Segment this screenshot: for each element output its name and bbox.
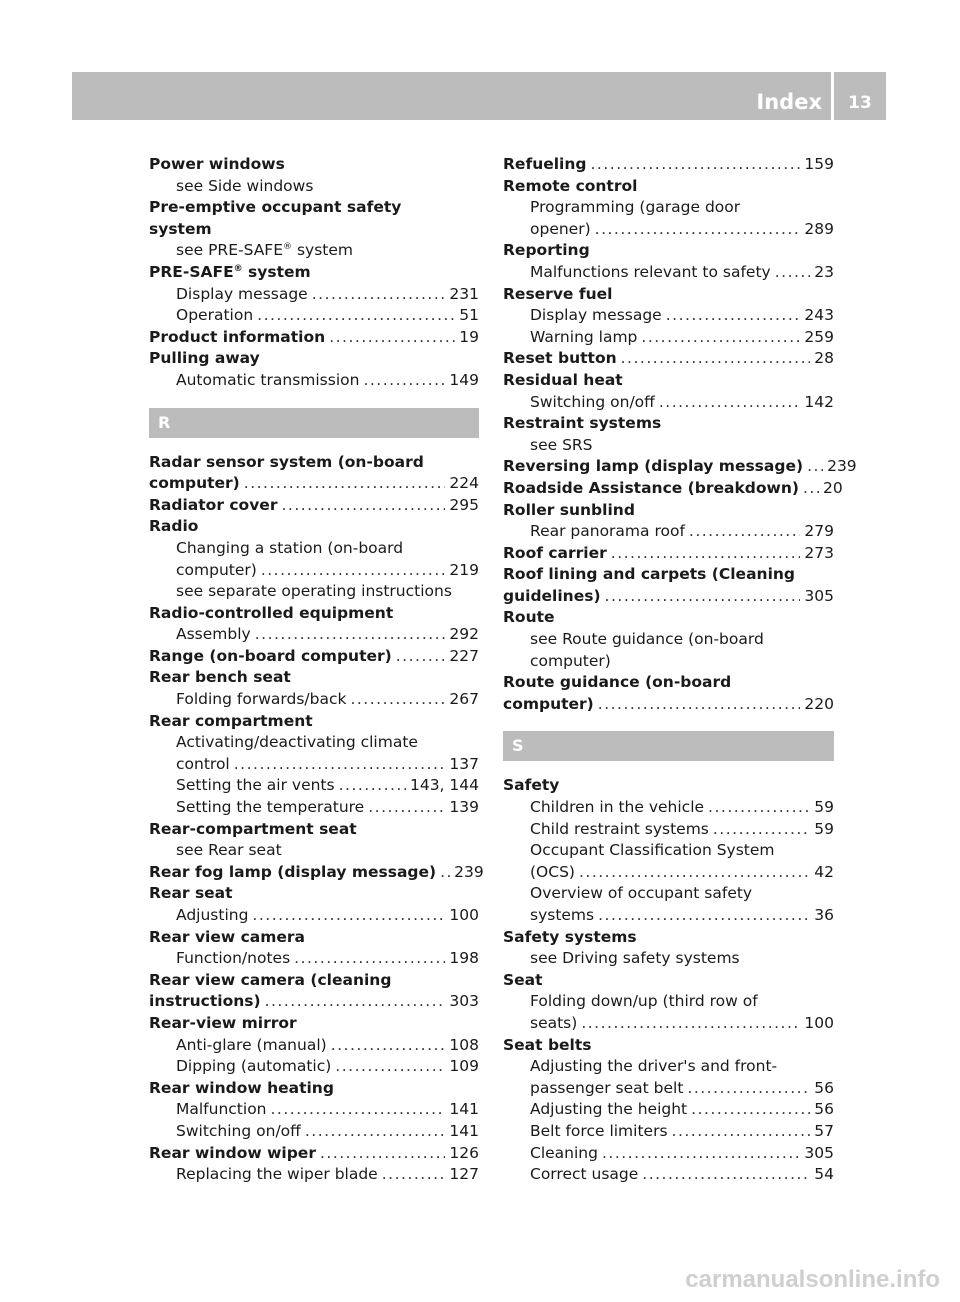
index-entry: Remote control	[503, 176, 638, 195]
index-entry: Rear bench seat	[149, 668, 291, 687]
index-subentry: Dipping (automatic) ..... 109	[149, 1056, 479, 1078]
index-entry: Reporting	[503, 241, 590, 260]
index-entry: Route	[503, 608, 555, 627]
index-column-left	[149, 154, 484, 1186]
index-entry: Radiator cover ..... 295	[149, 495, 479, 517]
index-entry: computer) ..... 220	[503, 694, 834, 716]
index-subentry: Correct usage ..... 54	[503, 1164, 834, 1186]
index-entry: Rear-view mirror	[149, 1013, 297, 1032]
index-entry: guidelines) ..... 305	[503, 586, 834, 608]
index-entry: Power windows	[149, 155, 285, 173]
index-subentry: Adjusting the driver's and front-	[530, 1057, 778, 1076]
index-subentry: opener) ..... 289	[503, 219, 834, 241]
index-entry: Residual heat	[503, 370, 623, 389]
index-entry: Rear compartment	[149, 711, 313, 730]
index-entry: Rear view camera (cleaning	[149, 970, 392, 989]
page-header	[72, 72, 886, 120]
page-number: 13	[848, 93, 872, 113]
index-subentry: Switching on/off ..... 142	[503, 392, 834, 414]
index-entry: PRE-SAFE® system	[149, 262, 311, 281]
index-subentry: see separate operating instructions	[176, 582, 452, 601]
index-subentry: Activating/deactivating climate	[176, 733, 418, 752]
section-header-r: R	[149, 408, 479, 438]
index-subentry: see Route guidance (on-board	[530, 630, 764, 649]
index-entry: Roller sunblind	[503, 500, 635, 519]
index-entry: instructions) ..... 303	[149, 991, 479, 1013]
index-entry: Reserve fuel	[503, 284, 613, 303]
index-subentry: Function/notes ..... 198	[149, 948, 479, 970]
index-entry: Reset button ..... 28	[503, 348, 834, 370]
index-entry: Pre-emptive occupant safety	[149, 198, 402, 217]
index-subentry: see PRE-SAFE® system	[176, 241, 353, 260]
index-subentry: Replacing the wiper blade ..... 127	[149, 1164, 479, 1186]
index-subentry: see SRS	[530, 435, 593, 454]
index-subentry: systems ..... 36	[503, 905, 834, 927]
index-entry: Rear seat	[149, 884, 233, 903]
index-entry: Pulling away	[149, 349, 260, 368]
index-subentry: Automatic transmission ..... 149	[149, 370, 479, 392]
index-entry: Rear view camera	[149, 927, 306, 946]
header-title: Index	[756, 90, 822, 114]
index-subentry: Warning lamp ..... 259	[503, 327, 834, 349]
index-entry: Radar sensor system (on-board	[149, 452, 424, 471]
index-entry: Restraint systems	[503, 414, 662, 433]
index-subentry: Folding forwards/back ..... 267	[149, 689, 479, 711]
index-subentry: Malfunctions relevant to safety ..... 23	[503, 262, 834, 284]
index-subentry: Assembly ..... 292	[149, 624, 479, 646]
index-entry: Roof carrier ..... 273	[503, 543, 834, 565]
index-subentry: Display message ..... 243	[503, 305, 834, 327]
index-entry: Rear window heating	[149, 1078, 334, 1097]
index-subentry: Adjusting the height ..... 56	[503, 1099, 834, 1121]
index-subentry: computer)	[530, 651, 611, 670]
index-subentry: Malfunction ..... 141	[149, 1099, 479, 1121]
index-subentry: control ..... 137	[149, 754, 479, 776]
index-subentry: Children in the vehicle ..... 59	[503, 797, 834, 819]
index-subentry: Anti-glare (manual) ..... 108	[149, 1035, 479, 1057]
index-entry: Roof lining and carpets (Cleaning	[503, 565, 796, 584]
index-entry: Seat	[503, 970, 543, 989]
index-subentry: Display message ..... 231	[149, 284, 479, 306]
index-entry: Product information ..... 19	[149, 327, 479, 349]
index-entry: Roadside Assistance (breakdown) ..... 20	[503, 478, 834, 500]
index-entry: Safety systems	[503, 927, 637, 946]
index-entry: Rear fog lamp (display message) ..... 239	[149, 862, 479, 884]
index-entry: Safety	[503, 776, 560, 795]
watermark: carmanualsonline.info	[685, 1266, 940, 1293]
index-entry: Reversing lamp (display message) ..... 239	[503, 456, 834, 478]
index-entry: Seat belts	[503, 1035, 592, 1054]
index-subentry: Belt force limiters ..... 57	[503, 1121, 834, 1143]
section-header-s: S	[503, 731, 834, 761]
index-subentry: Child restraint systems ..... 59	[503, 819, 834, 841]
index-subentry: Setting the air vents ..... 143, 144	[149, 775, 479, 797]
index-subentry: Rear panorama roof ..... 279	[503, 521, 834, 543]
index-subentry: see Side windows	[176, 176, 314, 195]
index-subentry: Programming (garage door	[530, 198, 741, 217]
index-entry: Route guidance (on-board	[503, 673, 732, 692]
index-subentry: Cleaning ..... 305	[503, 1143, 834, 1165]
index-entry: Radio-controlled equipment	[149, 603, 394, 622]
index-subentry: Changing a station (on-board	[176, 538, 404, 557]
index-entry: computer) ..... 224	[149, 473, 479, 495]
index-subentry: Occupant Classification System	[530, 841, 775, 860]
index-entry: system	[149, 219, 212, 238]
index-subentry: seats) ..... 100	[503, 1013, 834, 1035]
index-subentry: see Driving safety systems	[530, 949, 740, 968]
index-subentry: Switching on/off ..... 141	[149, 1121, 479, 1143]
index-subentry: Operation ..... 51	[149, 305, 479, 327]
index-entry: Range (on-board computer) ..... 227	[149, 646, 479, 668]
index-subentry: Folding down/up (third row of	[530, 992, 758, 1011]
index-column-right	[503, 154, 857, 1186]
index-subentry: (OCS) ..... 42	[503, 862, 834, 884]
index-entry: Refueling ..... 159	[503, 154, 834, 176]
index-subentry: Adjusting ..... 100	[149, 905, 479, 927]
index-subentry: passenger seat belt ..... 56	[503, 1078, 834, 1100]
index-subentry: see Rear seat	[176, 841, 282, 860]
index-entry: Rear-compartment seat	[149, 819, 357, 838]
index-subentry: computer) ..... 219	[149, 560, 479, 582]
index-subentry: Overview of occupant safety	[530, 884, 753, 903]
index-entry: Radio	[149, 517, 199, 536]
index-entry: Rear window wiper ..... 126	[149, 1143, 479, 1165]
index-subentry: Setting the temperature ..... 139	[149, 797, 479, 819]
